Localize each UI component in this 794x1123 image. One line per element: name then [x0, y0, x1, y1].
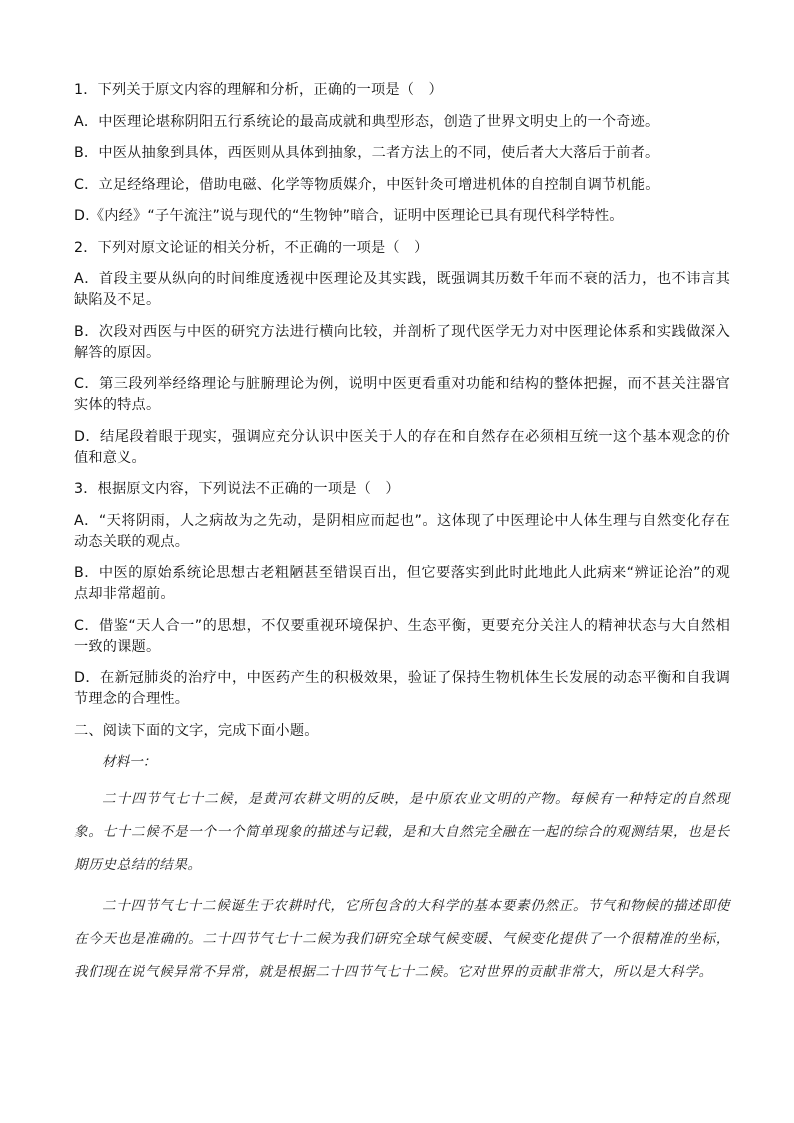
question-2-option-d: D．结尾段着眼于现实，强调应充分认识中医关于人的存在和自然存在必须相互统一这个基本观念的价值和意义。 [74, 428, 730, 466]
material-one-label: 材料一： [102, 754, 157, 770]
question-3-option-a: A．“天将阴雨，人之病故为之先动，是阴相应而起也”。这体现了中医理论中人体生理与自然变化存在动态关联的观点。 [74, 512, 730, 550]
document-content [74, 80, 730, 989]
question-1-option-a: A．中医理论堪称阴阳五行系统论的最高成就和典型形态，创造了世界文明史上的一个奇迹。 [74, 113, 660, 130]
material-one-paragraph-2: 二十四节气七十二候诞生于农耕时代，它所包含的大科学的基本要素仍然正。节气和物候的描述即使在今天也是准确的。二十四节气七十二候为我们研究全球气候变暖、气候变化提供了一个很精准的坐标，我们现在说气候异常不异常，就是根据二十四节气七十二候。它对世界的贡献非常大，所以是大科学。 [74, 898, 730, 980]
question-3-option-b: B．中医的原始系统论思想古老粗陋甚至错误百出，但它要落实到此时此地此人此病来“辨证论治”的观点却非常超前。 [74, 565, 730, 602]
question-2-option-b: B．次段对西医与中医的研究方法进行横向比较，并剖析了现代医学无力对中医理论体系和实践做深入解答的原因。 [74, 323, 730, 361]
question-3-option-c: C．借鉴“天人合一”的思想，不仅要重视环境保护、生态平衡，更要充分关注人的精神状态与大自然相一致的课题。 [74, 617, 730, 655]
question-3-stem: 3．根据原文内容，下列说法不正确的一项是（ ） [74, 481, 400, 497]
section-two-heading: 二、阅读下面的文字，完成下面小题。 [74, 722, 319, 739]
question-1-option-d: D.《内经》“子午流注”说与现代的“生物钟”暗合，证明中医理论已具有现代科学特性。 [74, 208, 624, 224]
question-1-stem: 1．下列关于原文内容的理解和分析，正确的一项是（ ） [74, 82, 443, 98]
question-1-option-c: C．立足经络理论，借助电磁、化学等物质媒介，中医针灸可增进机体的自控制自调节机能。 [74, 176, 660, 193]
question-2-option-a: A．首段主要从纵向的时间维度透视中医理论及其实践，既强调其历数千年而不衰的活力，也不讳言其缺陷及不足。 [74, 271, 730, 308]
question-2-stem: 2．下列对原文论证的相关分析，不正确的一项是（ ） [74, 239, 429, 256]
question-1-option-b: B．中医从抽象到具体，西医则从具体到抽象，二者方法上的不同，使后者大大落后于前者。 [74, 145, 660, 161]
question-3-option-d: D．在新冠肺炎的治疗中，中医药产生的积极效果，验证了保持生物机体生长发展的动态平衡和自我调节理念的合理性。 [74, 670, 730, 707]
material-one [74, 752, 730, 989]
question-2-option-c: C．第三段列举经络理论与脏腑理论为例，说明中医更看重对功能和结构的整体把握，而不甚关注器官实体的特点。 [74, 376, 730, 413]
material-one-paragraph-1: 二十四节气七十二候，是黄河农耕文明的反映，是中原农业文明的产物。每候有一种特定的自然现象。七十二候不是一个一个简单现象的描述与记载，是和大自然完全融在一起的综合的观测结果，也是长期历史总结的结果。 [74, 791, 730, 873]
